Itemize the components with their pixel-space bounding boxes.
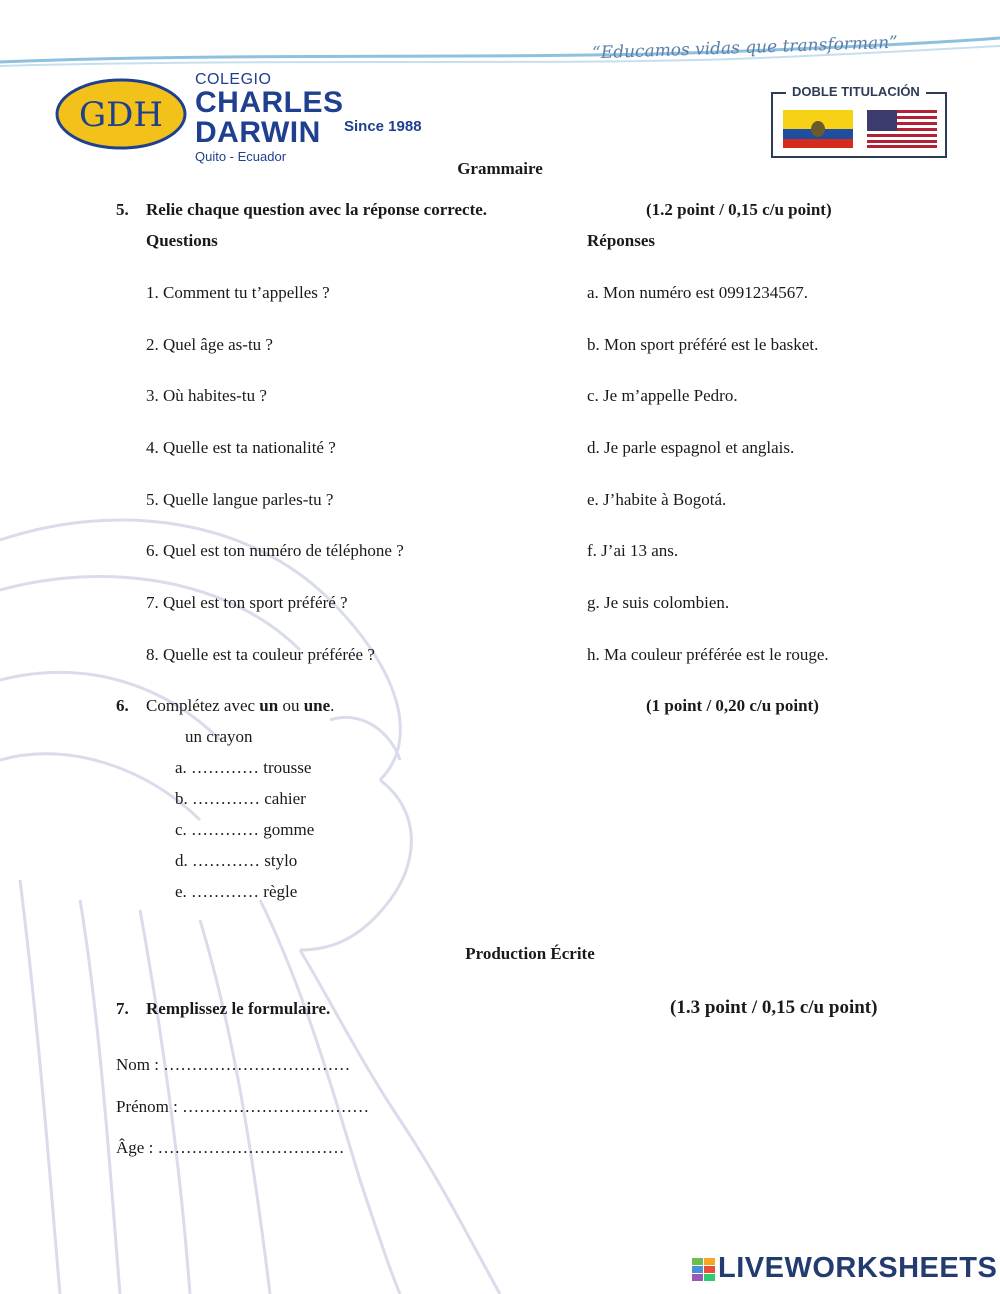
exercise6-number: 6. xyxy=(116,696,129,715)
answer-item[interactable]: b. Mon sport préféré est le basket. xyxy=(587,335,819,354)
question-item[interactable]: 7. Quel est ton sport préféré ? xyxy=(146,593,348,612)
form-field-prenom[interactable]: Prénom : …………………………… xyxy=(116,1097,370,1116)
exercise6-instruction-pre: Complétez avec xyxy=(146,696,260,715)
exercise6-word-un: un xyxy=(259,696,279,715)
question-item[interactable]: 8. Quelle est ta couleur préférée ? xyxy=(146,645,375,664)
exercise5-instruction: Relie chaque question avec la réponse correcte. xyxy=(146,200,488,219)
exercise6-points: (1 point / 0,20 c/u point) xyxy=(646,696,819,715)
form-field-nom[interactable]: Nom : …………………………… xyxy=(116,1055,351,1074)
question-item[interactable]: 2. Quel âge as-tu ? xyxy=(146,335,273,354)
answers-header: Réponses xyxy=(587,231,656,250)
section-title-writing: Production Écrite xyxy=(465,944,595,963)
ecuador-flag-icon xyxy=(783,110,853,148)
liveworksheets-logo-icon xyxy=(692,1258,716,1282)
section-title-grammar: Grammaire xyxy=(457,159,543,178)
answer-item[interactable]: c. Je m’appelle Pedro. xyxy=(587,386,738,405)
fill-blank-item[interactable]: b. ………… cahier xyxy=(175,789,306,808)
school-name-line1: COLEGIO xyxy=(195,71,272,88)
exercise7-points: (1.3 point / 0,15 c/u point) xyxy=(670,997,878,1018)
question-item[interactable]: 5. Quelle langue parles-tu ? xyxy=(146,490,334,509)
school-name xyxy=(195,72,344,163)
exercise7-instruction: Remplissez le formulaire. xyxy=(146,999,331,1018)
question-item[interactable]: 6. Quel est ton numéro de téléphone ? xyxy=(146,541,404,560)
exercise6-example: un crayon xyxy=(185,727,253,746)
question-item[interactable]: 3. Où habites-tu ? xyxy=(146,386,267,405)
double-title-label: DOBLE TITULACIÓN xyxy=(786,84,926,99)
school-name-line2: CHARLES xyxy=(195,86,344,119)
fill-blank-item[interactable]: e. ………… règle xyxy=(175,882,298,901)
questions-header: Questions xyxy=(146,231,218,250)
exercise6-instruction-mid: ou xyxy=(278,696,304,715)
answer-item[interactable]: h. Ma couleur préférée est le rouge. xyxy=(587,645,829,664)
exercise5-points: (1.2 point / 0,15 c/u point) xyxy=(646,200,832,219)
fill-blank-item[interactable]: d. ………… stylo xyxy=(175,851,298,870)
answer-item[interactable]: f. J’ai 13 ans. xyxy=(587,541,679,560)
question-item[interactable]: 1. Comment tu t’appelles ? xyxy=(146,283,330,302)
answer-item[interactable]: e. J’habite à Bogotá. xyxy=(587,490,727,509)
answer-item[interactable]: g. Je suis colombien. xyxy=(587,593,730,612)
liveworksheets-brand[interactable]: LIVEWORKSHEETS xyxy=(718,1252,998,1284)
answer-item[interactable]: d. Je parle espagnol et anglais. xyxy=(587,438,795,457)
since-label: Since 1988 xyxy=(344,118,422,135)
question-item[interactable]: 4. Quelle est ta nationalité ? xyxy=(146,438,336,457)
school-logo-icon xyxy=(55,78,187,150)
exercise7-number: 7. xyxy=(116,999,129,1018)
school-location: Quito - Ecuador xyxy=(195,149,287,164)
logo-monogram: GDH xyxy=(78,95,164,135)
school-motto: “Educamos vidas que transforman” xyxy=(591,32,899,64)
exercise6-word-une: une xyxy=(303,696,331,715)
form-field-age[interactable]: Âge : …………………………… xyxy=(116,1138,345,1157)
exercise6-instruction-end: . xyxy=(330,696,335,715)
exercise5-number: 5. xyxy=(116,200,129,219)
answer-item[interactable]: a. Mon numéro est 0991234567. xyxy=(587,283,808,302)
fill-blank-item[interactable]: c. ………… gomme xyxy=(175,820,315,839)
usa-flag-icon xyxy=(867,110,937,148)
fill-blank-item[interactable]: a. ………… trousse xyxy=(175,758,312,777)
school-name-line3: DARWIN xyxy=(195,116,321,149)
exercise6-instruction xyxy=(146,696,334,716)
